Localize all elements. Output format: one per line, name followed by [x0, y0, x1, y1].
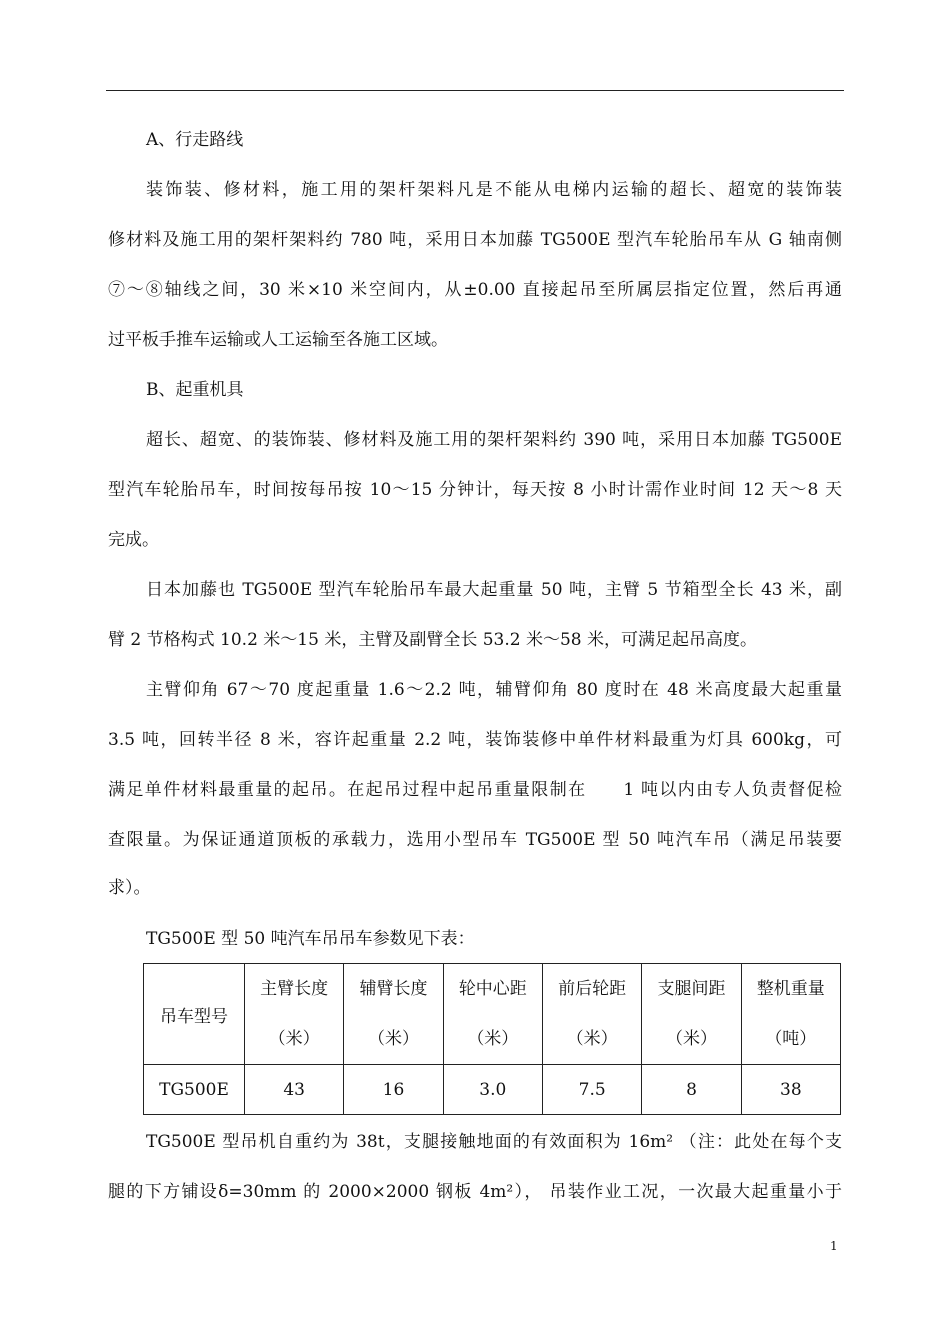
para-a-line-1: 装饰装、修材料，施工用的架杆架料凡是不能从电梯内运输的超长、超宽的装饰装	[146, 180, 842, 200]
header-label: 前后轮距	[558, 979, 627, 999]
header-label: 整机重量	[756, 979, 825, 999]
para-b3-line-1: 主臂仰角 67～70 度起重量 1.6～2.2 吨，辅臂仰角 80 度时在 48 米高度最大起重量	[146, 680, 842, 700]
para-b3-line-5: 求）。	[108, 878, 151, 898]
crane-parameters-table	[143, 963, 841, 1115]
header-unit: （吨）	[765, 1029, 817, 1049]
header-outrigger-span	[642, 964, 741, 1065]
para-b3-line-2: 3.5 吨，回转半径 8 米，容许起重量 2.2 吨，装饰装修中单件材料最重为灯具 600kg，可	[108, 730, 842, 750]
header-unit: （米）	[367, 1029, 419, 1049]
para-a-line-3: ⑦～⑧轴线之间，30 米×10 米空间内，从±0.00 直接起吊至所属层指定位置，然后再通	[108, 280, 842, 300]
header-label: 支腿间距	[657, 979, 726, 999]
header-label: 主臂长度	[260, 979, 329, 999]
para-b1-line-1: 超长、超宽、的装饰装、修材料及施工用的架杆架料约 390 吨，采用日本加藤 TG500E	[146, 430, 842, 450]
header-main-boom-length	[245, 964, 344, 1065]
header-unit: （米）	[268, 1029, 320, 1049]
header-label: 辅臂长度	[359, 979, 428, 999]
section-b-heading: B、起重机具	[146, 380, 244, 400]
para-c-line-2: 腿的下方铺设δ=30mm 的 2000×2000 钢板 4m²）， 吊装作业工况，一次最大起重量小于	[108, 1182, 842, 1202]
cell-outrigger-span: 8	[642, 1065, 741, 1115]
header-label: 轮中心距	[458, 979, 527, 999]
cell-main-boom-length: 43	[245, 1065, 344, 1115]
cell-total-weight: 38	[741, 1065, 840, 1115]
cell-wheelbase: 7.5	[542, 1065, 641, 1115]
header-aux-boom-length	[344, 964, 443, 1065]
para-b2-line-2: 臂 2 节格构式 10.2 米～15 米，主臂及副臂全长 53.2 米～58 米，可满足起吊高度。	[108, 630, 758, 650]
header-rule	[106, 90, 844, 91]
para-a-line-2: 修材料及施工用的架杆架料约 780 吨，采用日本加藤 TG500E 型汽车轮胎吊车从 G 轴南侧	[108, 230, 842, 250]
para-b2-line-1: 日本加藤也 TG500E 型汽车轮胎吊车最大起重量 50 吨，主臂 5 节箱型全长 43 米，副	[146, 580, 842, 600]
section-a-heading: A、行走路线	[146, 130, 244, 150]
header-wheel-center-distance	[443, 964, 542, 1065]
header-unit: （米）	[467, 1029, 519, 1049]
table-caption: TG500E 型 50 吨汽车吊吊车参数见下表：	[146, 929, 475, 949]
cell-aux-boom-length: 16	[344, 1065, 443, 1115]
table-row	[144, 1065, 841, 1115]
header-unit: （米）	[566, 1029, 618, 1049]
cell-model: TG500E	[144, 1065, 245, 1115]
para-c-line-1: TG500E 型吊机自重约为 38t，支腿接触地面的有效面积为 16m² （注：此处在每个支	[146, 1132, 842, 1152]
para-b3-line-3: 满足单件材料最重量的起吊。在起吊过程中起吊重量限制在 1 吨以内由专人负责督促检	[108, 780, 842, 800]
page-number: 1	[830, 1239, 838, 1253]
para-b1-line-2: 型汽车轮胎吊车，时间按每吊按 10～15 分钟计，每天按 8 小时计需作业时间 12 天～8 天	[108, 480, 842, 500]
header-wheelbase	[542, 964, 641, 1065]
header-model: 吊车型号	[144, 964, 245, 1065]
header-unit: （米）	[665, 1029, 717, 1049]
cell-wheel-center-distance: 3.0	[443, 1065, 542, 1115]
header-total-weight	[741, 964, 840, 1065]
para-b1-line-3: 完成。	[108, 530, 159, 550]
para-a-line-4: 过平板手推车运输或人工运输至各施工区域。	[108, 330, 448, 350]
para-b3-line-4: 查限量。为保证通道顶板的承载力，选用小型吊车 TG500E 型 50 吨汽车吊（满足吊装要	[108, 830, 842, 850]
table-header-row	[144, 964, 841, 1065]
